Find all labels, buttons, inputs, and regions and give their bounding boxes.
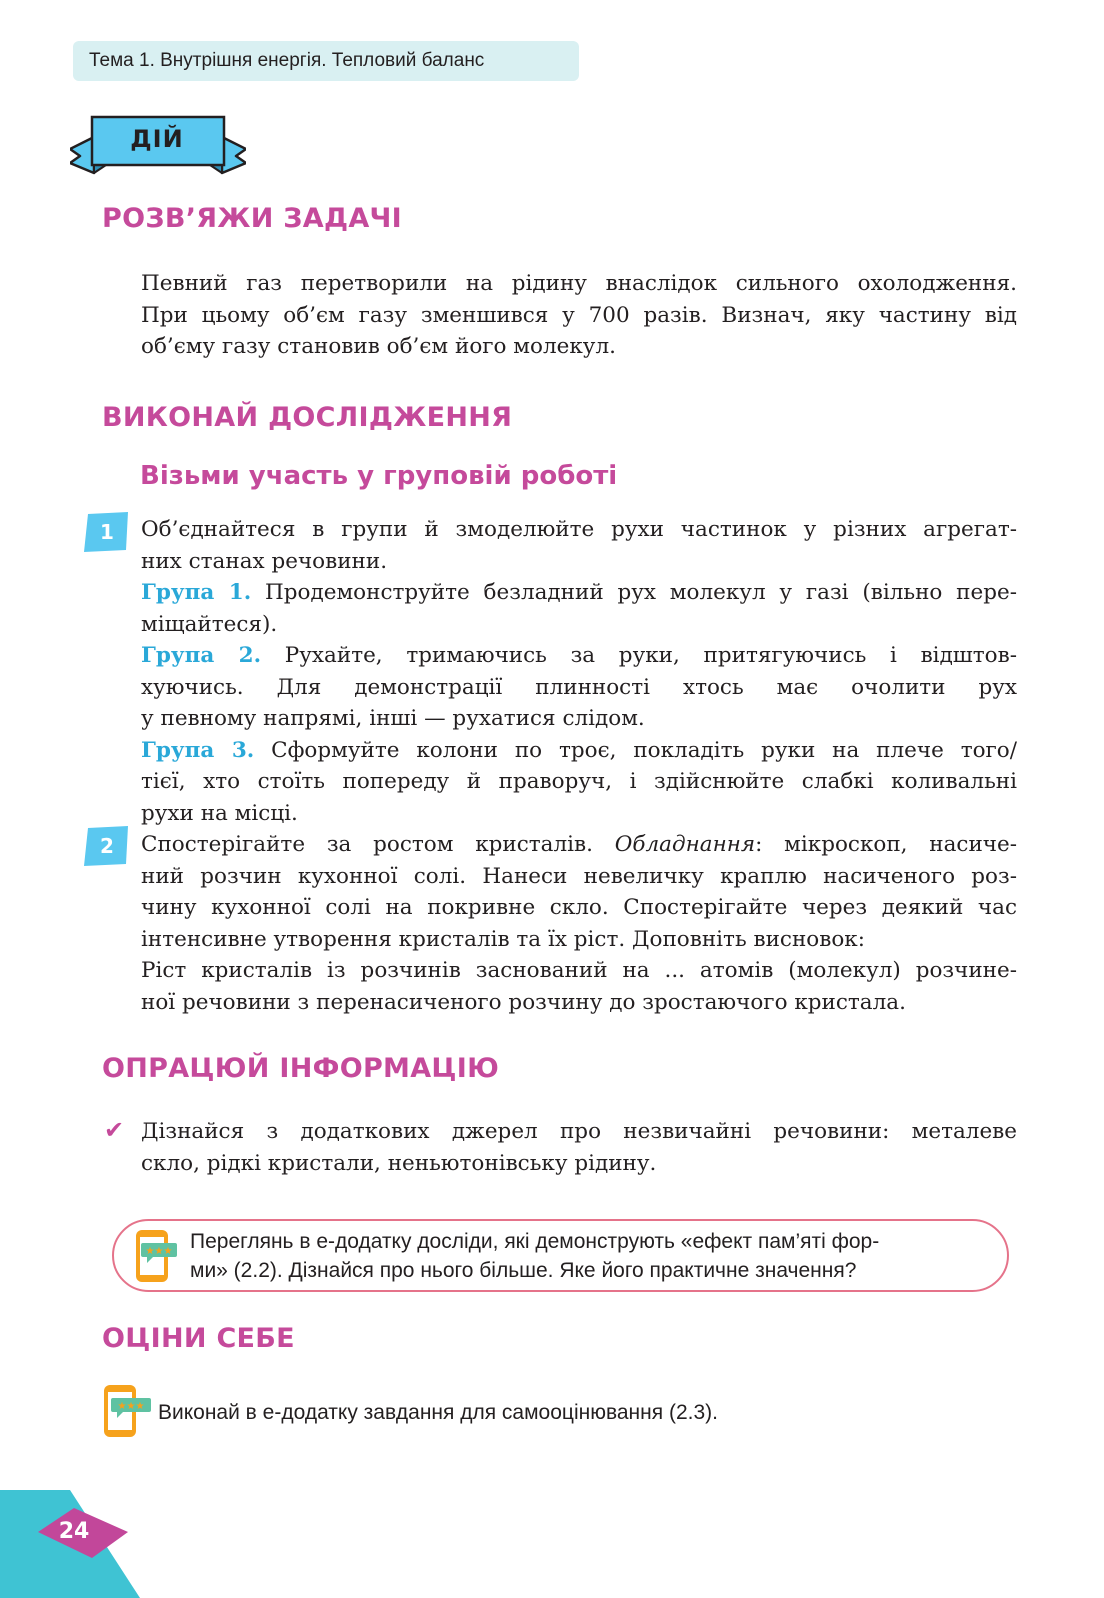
text-line: Певний газ перетворили на рідину внаслідок сильного охолодження.: [141, 271, 1017, 296]
text-line: Дізнайся з додаткових джерел про незвичайні речовини: металеве: [141, 1119, 1017, 1144]
text-line: чину кухонної солі на покривне скло. Спостерігайте через деякий час: [141, 895, 1017, 920]
page-number: 24: [58, 1519, 90, 1544]
svg-text:★★★: ★★★: [145, 1246, 173, 1257]
text-line: хуючись. Для демонстрації плинності хтось має очолити рух: [141, 674, 1017, 700]
text-line: інтенсивне утворення кристалів та їх ріст. Доповніть висновок:: [141, 926, 865, 952]
phone-app-icon: [101, 1383, 155, 1439]
text-line: Рухайте, тримаючись за руки, притягуючись і відштов-: [261, 643, 1017, 668]
text-line: : мікроскоп, насиче-: [755, 832, 1017, 857]
e-supplement-text: [190, 1227, 990, 1285]
task-2-badge: [84, 826, 130, 866]
text-line: у певному напрямі, інші — рухатися слідом.: [141, 706, 645, 731]
self-check-text: Виконай в е-додатку завдання для самооцінювання (2.3).: [158, 1401, 718, 1424]
topic-tab: [73, 41, 579, 81]
group-3-label: Група 3.: [141, 737, 255, 763]
text-line: ми» (2.2). Дізнайся про нього більше. Яке його практичне значення?: [190, 1259, 857, 1282]
text-line: них станах речовини.: [141, 548, 388, 574]
text-line: Об’єднайтеся в групи й змоделюйте рухи частинок у різних агрегат-: [141, 517, 1017, 542]
text-line: Продемонструйте безладний рух молекул у газі (вільно пере-: [251, 580, 1017, 605]
group-1-label: Група 1.: [141, 580, 252, 605]
text-line: При цьому об’єм газу зменшився у 700 разів. Визнач, яку частину від: [141, 302, 1017, 328]
text-line: Переглянь в е-додатку досліди, які демонструють «ефект пам’яті фор-: [190, 1230, 880, 1253]
solve-heading: РОЗВ’ЯЖИ ЗАДАЧІ: [102, 203, 402, 234]
phone-app-icon: [133, 1228, 179, 1284]
task-number: 1: [100, 520, 114, 544]
text-line: скло, рідкі кристали, неньютонівську рідину.: [141, 1150, 657, 1176]
info-paragraph: [141, 1116, 1017, 1179]
task-number: 2: [100, 834, 114, 858]
text-line: Ріст кристалів із розчинів заснований на ... атомів (молекул) розчине-: [141, 958, 1017, 983]
text-line: міщайтеся).: [141, 611, 278, 637]
equipment-label: Обладнання: [614, 832, 756, 857]
svg-text:★★★: ★★★: [117, 1401, 145, 1412]
text-line: тієї, хто стоїть попереду й праворуч, і здійснюйте слабкі коливальні: [141, 769, 1017, 794]
research-heading: ВИКОНАЙ ДОСЛІДЖЕННЯ: [102, 402, 513, 433]
task-2-text: [141, 829, 1017, 1018]
topic-title: Тема 1. Внутрішня енергія. Тепловий баланс: [89, 50, 485, 71]
solve-paragraph: [141, 268, 1017, 363]
group-2-label: Група 2.: [141, 643, 262, 668]
text-line: об’єму газу становив об’єм його молекул.: [141, 334, 616, 359]
task-1-text: [141, 514, 1017, 829]
ribbon-label: ДІЙ: [130, 125, 184, 153]
text-line: ної речовини з перенасиченого розчину до зростаючого кристала.: [141, 989, 906, 1015]
info-heading: ОПРАЦЮЙ ІНФОРМАЦІЮ: [102, 1053, 500, 1084]
check-icon: ✔: [104, 1116, 125, 1144]
self-check-heading: ОЦІНИ СЕБЕ: [102, 1323, 295, 1354]
text-line: ний розчин кухонної солі. Нанеси невеличку краплю насиченого роз-: [141, 863, 1017, 889]
text-line: Сформуйте колони по троє, покладіть руки на плече того/: [254, 737, 1017, 763]
text-line: Спостерігайте за ростом кристалів.: [141, 832, 615, 857]
text-line: рухи на місці.: [141, 800, 298, 826]
group-work-subheading: Візьми участь у груповій роботі: [140, 461, 618, 491]
task-1-badge: [84, 512, 130, 552]
